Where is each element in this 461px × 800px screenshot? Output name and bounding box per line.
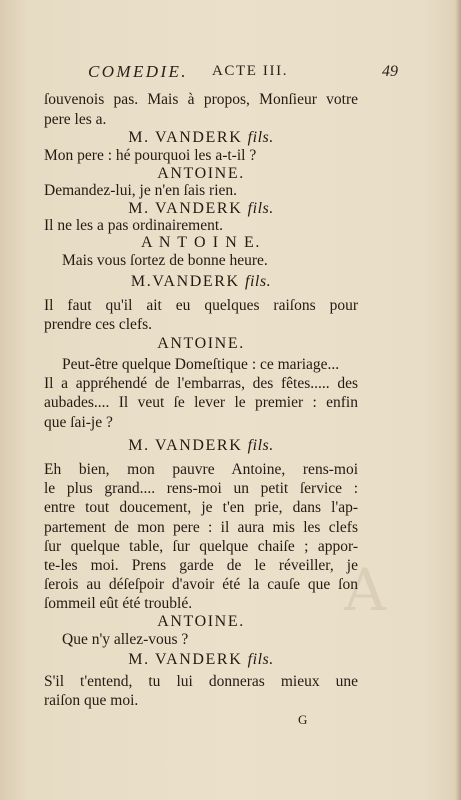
speaker-heading	[44, 334, 358, 354]
speaker-name: M. VANDERK	[128, 651, 243, 668]
text-line: Que n'y allez-vous ?	[62, 631, 189, 648]
text-line: partement de mon pere : il aura mis les clefs	[44, 519, 358, 536]
text-line: raiſon que moi.	[44, 692, 139, 709]
text-line: Demandez-lui, je n'en ſais rien.	[44, 182, 238, 199]
speaker-name: M. VANDERK	[128, 437, 243, 454]
text-line: Il faut qu'il ait eu quelques raiſons pour	[44, 297, 358, 314]
text-line: ſouvenois pas. Mais à propos, Monſieur votre	[44, 91, 358, 108]
speaker-qualifier: fils.	[247, 200, 274, 217]
text-line: ſommeil eût été troublé.	[44, 595, 193, 612]
speaker-name: M. VANDERK	[128, 129, 243, 146]
text-line: Il ne les a pas ordinairement.	[44, 217, 224, 234]
text-line: pere les a.	[44, 111, 107, 128]
speaker-heading	[44, 436, 358, 456]
text-line: Mais vous ſortez de bonne heure.	[62, 252, 268, 269]
text-line: Mon pere : hé pourquoi les a-t-il ?	[44, 147, 257, 164]
speaker-heading	[44, 128, 358, 148]
text-line: Peut-être quelque Domeſtique : ce mariage...	[62, 356, 340, 373]
text-line: Il a appréhendé de l'embarras, des fêtes..... des	[44, 375, 358, 392]
speaker-qualifier: fils.	[247, 651, 274, 668]
text-line: entre tout doucement, je t'en prie, dans l'ap-	[44, 499, 358, 516]
running-head-act: ACTE III.	[212, 63, 289, 79]
signature-mark: G	[298, 712, 308, 727]
speaker-heading	[44, 233, 358, 253]
speaker-heading	[44, 612, 358, 632]
text-line: aubades.... Il veut ſe lever le premier : enfin	[44, 394, 358, 411]
text-line: te-les moi. Prens garde de le réveiller, je	[44, 557, 358, 574]
text-line: que ſai-je ?	[44, 414, 113, 431]
page-number: 49	[382, 63, 398, 80]
speaker-name: ANTOINE.	[157, 335, 245, 352]
text-line: prendre ces clefs.	[44, 316, 153, 333]
speaker-qualifier: fils.	[247, 437, 274, 454]
bleed-through-letter: A	[344, 556, 386, 624]
running-head-title: COMEDIE.	[88, 62, 188, 81]
speaker-name: M.VANDERK	[130, 273, 240, 290]
text-line: ſerois au déſeſpoir d'avoir été la cauſe que ſon	[44, 576, 358, 593]
speaker-qualifier: fils.	[245, 273, 272, 290]
speaker-heading	[44, 650, 358, 670]
text-line: Eh bien, mon pauvre Antoine, rens-moi	[44, 461, 358, 478]
speaker-heading	[44, 272, 358, 292]
text-line: le plus grand.... rens-moi un petit ſervice :	[44, 480, 358, 497]
text-line: S'il t'entend, tu lui donneras mieux une	[44, 673, 358, 690]
speaker-name: ANTOINE.	[157, 613, 245, 630]
speaker-name: M. VANDERK	[128, 200, 243, 217]
speaker-qualifier: fils.	[247, 129, 274, 146]
speaker-name: A N T O I N E.	[140, 234, 262, 251]
speaker-name: ANTOINE.	[157, 165, 245, 182]
text-line: ſur quelque table, ſur quelque chaiſe ; appor-	[44, 538, 358, 555]
